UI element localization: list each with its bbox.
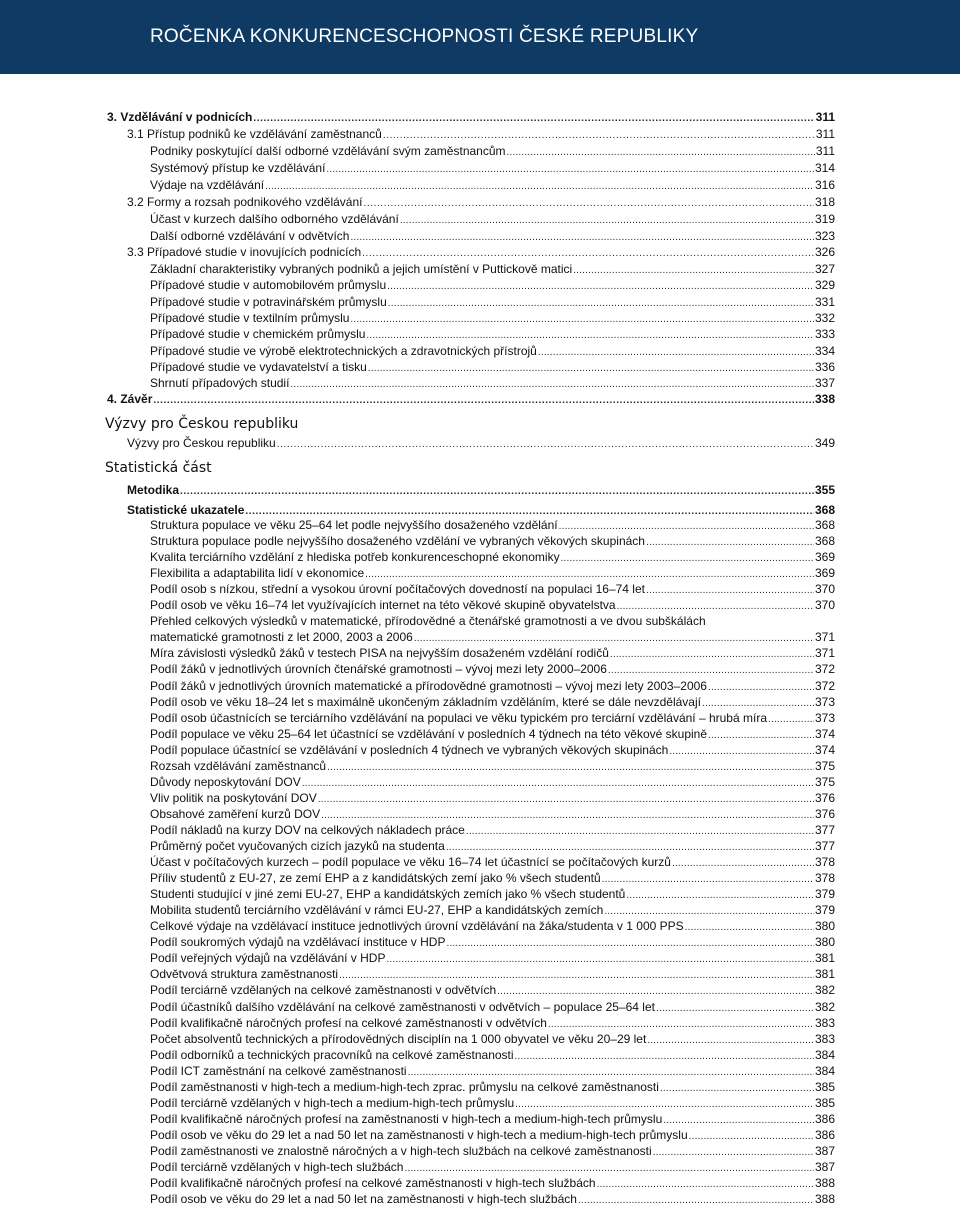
toc-entry-title: Podíl terciárně vzdělaných v high-tech a medium-high-tech průmyslu <box>150 1095 515 1110</box>
toc-entry-title: Příliv studentů z EU-27, ze zemí EHP a z kandidátských zemí jako % všech studentů <box>150 871 601 886</box>
toc-entry-title: Podíl populace ve věku 25–64 let účastnící se vzdělávání v posledních 4 týdnech na této věkové skupině <box>150 726 708 741</box>
indicator-entry[interactable] <box>150 887 835 903</box>
toc-entry-page: 333 <box>814 327 835 342</box>
toc-entry-title: 3.2 Formy a rozsah podnikového vzdělávání <box>127 195 363 209</box>
toc-entry-title: Případové studie v potravinářském průmyslu <box>150 294 387 309</box>
indicator-entry[interactable] <box>150 951 835 967</box>
toc-entry-page: 387 <box>814 1160 835 1174</box>
toc-entry-title: Flexibilita a adaptabilita lidí v ekonomice <box>150 566 365 581</box>
toc-entry-title: Výdaje na vzdělávání <box>150 178 265 192</box>
toc-entry-page: 319 <box>814 212 835 226</box>
toc-entry-title: Podíl terciárně vzdělaných v high-tech službách <box>150 1160 404 1174</box>
indicator-entry[interactable] <box>150 1064 835 1080</box>
toc-entry-page: 374 <box>814 726 835 741</box>
leader-dots <box>350 312 814 327</box>
toc-subentry[interactable] <box>150 327 835 343</box>
toc-entry-metodika[interactable] <box>127 483 835 499</box>
leader-dots <box>647 1033 814 1048</box>
toc-entry-page: 381 <box>814 951 835 966</box>
toc-entry-title: Kvalita terciárního vzdělání z hlediska potřeb konkurenceschopné ekonomiky <box>150 550 560 565</box>
toc-subentry[interactable] <box>150 144 835 160</box>
toc-entry-chapter-4[interactable] <box>107 392 835 408</box>
leader-dots <box>388 296 814 311</box>
indicator-entry[interactable] <box>150 1080 835 1096</box>
leader-dots <box>708 728 814 743</box>
leader-dots <box>446 936 814 951</box>
indicator-entry[interactable] <box>150 550 835 566</box>
leader-dots <box>660 1081 814 1096</box>
toc-subentry[interactable] <box>150 262 835 278</box>
toc-entry-title: Podíl veřejných výdajů na vzdělávání v HDP <box>150 951 386 966</box>
toc-entry-title: Obsahové zaměření kurzů DOV <box>150 806 321 821</box>
leader-dots <box>669 744 814 759</box>
toc-entry-page: 386 <box>814 1127 835 1142</box>
indicator-entry[interactable] <box>150 1192 835 1208</box>
toc-entry-page: 372 <box>814 662 835 677</box>
toc-subentry[interactable] <box>150 161 835 177</box>
toc-entry-title: Podíl osob ve věku do 29 let a nad 50 let na zaměstnanosti v high-tech a medium-high-tech průmyslu <box>150 1127 688 1142</box>
toc-subentry[interactable] <box>150 376 835 392</box>
leader-dots <box>383 128 815 143</box>
toc-entry-title: Podíl kvalifikačně náročných profesí na celkové zaměstnanosti v odvětvích <box>150 1015 547 1030</box>
indicator-entry[interactable] <box>150 1000 835 1016</box>
toc-entry-page: 382 <box>814 983 835 998</box>
toc-entry-title: Vliv politik na poskytování DOV <box>150 790 317 805</box>
toc-entry-page: 379 <box>814 887 835 902</box>
toc-entry-title: Mobilita studentů terciárního vzdělávání v rámci EU-27, EHP a kandidátských zemích <box>150 903 604 918</box>
toc-entry-title: Odvětvová struktura zaměstnanosti <box>150 967 339 982</box>
indicator-entry[interactable] <box>150 839 835 855</box>
leader-dots <box>548 1017 814 1032</box>
toc-entry-page: 384 <box>814 1063 835 1078</box>
leader-dots <box>561 551 814 566</box>
toc-entry-title: Další odborné vzdělávání v odvětvích <box>150 229 350 243</box>
leader-dots <box>597 1177 814 1192</box>
leader-dots <box>366 328 814 343</box>
toc-entry-page: 374 <box>814 742 835 757</box>
toc-entry-page: 386 <box>814 1111 835 1126</box>
leader-dots <box>362 246 814 261</box>
leader-dots <box>327 760 814 775</box>
toc-entry-page: 379 <box>814 903 835 918</box>
leader-dots <box>702 696 814 711</box>
toc-entry-page: 385 <box>814 1095 835 1110</box>
toc-entry-title: Podíl osob ve věku do 29 let a nad 50 let na zaměstnanosti v high-tech službách <box>150 1192 577 1207</box>
toc-entry-page: 375 <box>814 758 835 773</box>
toc-entry-title: Podíl účastníků dalšího vzdělávání na celkové zaměstnanosti v odvětvích – populace 25–64 let <box>150 999 655 1014</box>
toc-entry-title: Podíl žáků v jednotlivých úrovních čtenářské gramotnosti – vývoj mezi lety 2000–2006 <box>150 662 607 677</box>
indicator-entry[interactable] <box>150 711 835 727</box>
toc-entry-page: 376 <box>814 790 835 805</box>
toc-entry-title: Podíl populace účastnící se vzdělávání v posledních 4 týdnech ve vybraných věkových skupinách <box>150 742 669 757</box>
leader-dots <box>180 484 814 499</box>
leader-dots <box>685 920 814 935</box>
toc-entry-title: Průměrný počet vyučovaných cizích jazyků na studenta <box>150 839 445 853</box>
leader-dots <box>689 1129 814 1144</box>
leader-dots <box>153 393 814 408</box>
indicator-entry[interactable] <box>150 534 835 550</box>
indicator-entry[interactable] <box>150 646 835 662</box>
toc-entry-page: 349 <box>814 436 835 450</box>
toc-entry-title: Podíl terciárně vzdělaných na celkové zaměstnanosti v odvětvích <box>150 983 497 998</box>
leader-dots <box>290 377 814 392</box>
toc-entry-title: Případové studie v textilním průmyslu <box>150 310 350 325</box>
toc-entry-page: 383 <box>814 1031 835 1046</box>
leader-dots <box>302 776 814 791</box>
toc-entry-title: Případové studie v automobilovém průmyslu <box>150 278 387 293</box>
toc-entry-page: 380 <box>814 935 835 950</box>
toc-entry-title: Podíl osob s nízkou, střední a vysokou úrovní počítačových dovedností na populaci 16–74 let <box>150 582 645 597</box>
leader-dots <box>466 824 814 839</box>
indicator-entry[interactable] <box>150 1144 835 1160</box>
toc-entry-title: Metodika <box>127 483 180 497</box>
toc-entry-page: 369 <box>814 566 835 581</box>
leader-dots <box>265 179 814 194</box>
toc-entry-title: Podíl odborníků a technických pracovníků na celkové zaměstnanosti <box>150 1047 514 1062</box>
toc-entry-title: Podniky poskytující další odborné vzdělávání svým zaměstnancům <box>150 144 506 158</box>
toc-entry-section-3-3[interactable] <box>127 245 835 261</box>
indicator-entry[interactable] <box>150 871 835 887</box>
page-title: ROČENKA KONKURENCESCHOPNOSTI ČESKÉ REPUBLIKY <box>150 26 699 47</box>
toc-entry-title: 4. Závěr <box>107 392 153 406</box>
indicator-entry[interactable] <box>150 743 835 759</box>
toc-entry-page: 375 <box>814 774 835 789</box>
indicator-entry[interactable] <box>150 935 835 951</box>
indicator-entry[interactable] <box>150 759 835 775</box>
indicator-entry[interactable] <box>150 919 835 935</box>
toc-entry-section-3-2[interactable] <box>127 195 835 211</box>
leader-dots <box>318 792 814 807</box>
toc-entry-title: Statistické ukazatele <box>127 503 245 517</box>
toc-entry-title: Podíl soukromých výdajů na vzdělávací instituce v HDP <box>150 935 446 950</box>
toc-entry-page: 370 <box>814 582 835 597</box>
leader-dots <box>253 111 814 126</box>
toc-entry-page: 377 <box>814 822 835 837</box>
leader-dots <box>602 872 814 887</box>
indicator-entry[interactable] <box>150 1176 835 1192</box>
toc-entry-title: Výzvy pro Českou republiku <box>127 436 276 450</box>
indicator-entry[interactable] <box>150 630 835 646</box>
leader-dots <box>538 345 814 360</box>
toc-entry-page: 371 <box>814 630 835 645</box>
leader-dots <box>507 145 815 160</box>
toc-entry-page: 314 <box>814 161 835 175</box>
leader-dots <box>326 162 814 177</box>
leader-dots <box>368 361 814 376</box>
toc-entry-title: 3.3 Případové studie v inovujících podnicích <box>127 245 362 259</box>
toc-entry-page: 380 <box>814 919 835 934</box>
leader-dots <box>387 279 814 294</box>
toc-subentry[interactable] <box>150 212 835 228</box>
toc-entry-title: Struktura populace ve věku 25–64 let podle nejvyššího dosaženého vzdělání <box>150 518 558 532</box>
leader-dots <box>672 856 814 871</box>
toc-entry-title: Celkové výdaje na vzdělávací instituce jednotlivých úrovní vzdělávání na žáka/studenta v 1 000 PPS <box>150 919 684 934</box>
toc-entry-page: 376 <box>814 806 835 821</box>
toc-entry-page: 323 <box>814 229 835 243</box>
toc-entry-title: matematické gramotnosti z let 2000, 2003 a 2006 <box>150 630 413 645</box>
toc-entry-page: 387 <box>814 1143 835 1158</box>
toc-entry-title: Počet absolventů technických a přírodovědných disciplín na 1 000 obyvatel ve věku 20–29 let <box>150 1031 647 1046</box>
indicator-entry[interactable] <box>150 695 835 711</box>
toc-entry-page: 337 <box>814 376 835 391</box>
toc-entry-page: 382 <box>814 999 835 1014</box>
toc-entry-page: 368 <box>814 534 835 549</box>
toc-entry-title: Případové studie ve vydavatelství a tisku <box>150 359 367 374</box>
indicator-entry[interactable] <box>150 1112 835 1128</box>
leader-dots <box>363 196 814 211</box>
toc-entry-page: 370 <box>814 598 835 613</box>
toc-entry-statisticke-ukazatele[interactable] <box>127 503 835 519</box>
indicator-entry[interactable] <box>150 823 835 839</box>
indicator-entry[interactable] <box>150 582 835 598</box>
indicator-entry-title-line: Přehled celkových výsledků v matematické, přírodovědné a čtenářské gramotnosti a ve dvou subškálách <box>150 614 706 629</box>
toc-entry-title: Případové studie v chemickém průmyslu <box>150 327 366 342</box>
toc-entry-title: Důvody neposkytování DOV <box>150 774 301 789</box>
toc-entry-page: 336 <box>814 359 835 374</box>
toc-entry-title: Podíl kvalifikačně náročných profesí na zaměstnanosti v high-tech a medium-high-tech průmyslu <box>150 1111 663 1126</box>
indicator-entry[interactable] <box>150 807 835 823</box>
toc-entry-title: Rozsah vzdělávání zaměstnanců <box>150 758 327 773</box>
toc-entry-title: Podíl žáků v jednotlivých úrovních matematické a přírodovědné gramotnosti – vývoj mezi lety 2003–2006 <box>150 678 707 693</box>
toc-subentry[interactable] <box>150 278 835 294</box>
toc-entry-chapter-3[interactable] <box>107 110 835 126</box>
toc-entry-page: 377 <box>814 839 835 853</box>
toc-entry-title: Podíl osob ve věku 18–24 let s maximálně ukončeným základním vzděláním, které se dále nevzdělávají <box>150 694 701 709</box>
toc-entry-page: 368 <box>814 503 835 517</box>
leader-dots <box>350 230 814 245</box>
leader-dots <box>653 1145 814 1160</box>
section-heading-statisticka-cast: Statistická část <box>105 460 212 476</box>
toc-subentry[interactable] <box>150 344 835 360</box>
toc-entry-page: 338 <box>814 392 835 406</box>
toc-entry-page: 369 <box>814 550 835 565</box>
toc-entry-title: 3.1 Přístup podniků ke vzdělávání zaměstnanců <box>127 127 382 141</box>
indicator-entry[interactable] <box>150 775 835 791</box>
toc-entry-page: 311 <box>815 110 835 124</box>
leader-dots <box>573 263 814 278</box>
toc-entry-title: Podíl osob ve věku 16–74 let využívajících internet na této věkové skupině obyvatelstva <box>150 598 616 613</box>
indicator-entry[interactable] <box>150 1096 835 1112</box>
indicator-entry[interactable] <box>150 518 835 534</box>
leader-dots <box>559 519 814 534</box>
toc-entry-page: 378 <box>814 855 835 870</box>
toc-entry-page: 372 <box>814 678 835 693</box>
leader-dots <box>663 1113 814 1128</box>
toc-entry-page: 378 <box>814 871 835 886</box>
leader-dots <box>497 984 814 999</box>
toc-entry-page: 332 <box>814 310 835 325</box>
toc-entry-page: 311 <box>815 144 835 158</box>
leader-dots <box>515 1097 814 1112</box>
toc-entry-page: 384 <box>814 1047 835 1062</box>
toc-subentry[interactable] <box>150 360 835 376</box>
indicator-entry[interactable] <box>150 679 835 695</box>
toc-entry-page: 385 <box>814 1079 835 1094</box>
leader-dots <box>277 437 814 452</box>
leader-dots <box>608 663 814 678</box>
leader-dots <box>646 583 814 598</box>
toc-entry-title: Míra závislosti výsledků žáků v testech PISA na nejvyšším dosaženém vzdělání rodičů <box>150 646 609 661</box>
toc-entry-title: 3. Vzdělávání v podnicích <box>107 110 253 124</box>
toc-entry-page: 373 <box>814 694 835 709</box>
leader-dots <box>626 888 814 903</box>
toc-entry-title: Základní charakteristiky vybraných podniků a jejich umístění v Puttickově matici <box>150 262 573 276</box>
toc-entry-page: 318 <box>814 195 835 209</box>
indicator-entry[interactable] <box>150 1128 835 1144</box>
toc-subentry[interactable] <box>150 229 835 245</box>
toc-entry-title: Podíl ICT zaměstnání na celkové zaměstnanosti <box>150 1063 407 1078</box>
leader-dots <box>578 1193 814 1208</box>
toc-subentry[interactable] <box>150 178 835 194</box>
leader-dots <box>646 535 814 550</box>
leader-dots <box>768 712 814 727</box>
toc-entry-page: 334 <box>814 343 835 358</box>
indicator-entry[interactable] <box>150 1048 835 1064</box>
leader-dots <box>515 1049 814 1064</box>
leader-dots <box>610 647 814 662</box>
leader-dots <box>400 213 814 228</box>
indicator-entry[interactable] <box>150 855 835 871</box>
leader-dots <box>404 1161 813 1176</box>
leader-dots <box>617 599 814 614</box>
indicator-entry[interactable] <box>150 983 835 999</box>
leader-dots <box>339 968 814 983</box>
indicator-entry[interactable] <box>150 967 835 983</box>
indicator-entry[interactable] <box>150 1160 835 1176</box>
toc-entry-page: 331 <box>814 294 835 309</box>
toc-entry-page: 388 <box>814 1192 835 1207</box>
toc-entry-title: Podíl osob účastnících se terciárního vzdělávání na populaci ve věku typickém pro terciární vzdělávání – hrubá míra <box>150 710 767 725</box>
toc-entry-page: 388 <box>814 1176 835 1191</box>
toc-subentry[interactable] <box>150 295 835 311</box>
toc-entry-page: 381 <box>814 967 835 982</box>
section-heading-vyzvy: Výzvy pro Českou republiku <box>105 416 299 432</box>
toc-entry-page: 383 <box>814 1015 835 1030</box>
indicator-entry[interactable] <box>150 1032 835 1048</box>
indicator-entry[interactable] <box>150 791 835 807</box>
indicator-entry[interactable] <box>150 566 835 582</box>
leader-dots <box>414 631 814 646</box>
leader-dots <box>245 504 814 519</box>
toc-entry-title: Shrnutí případových studií <box>150 376 290 391</box>
toc-entry-page: 326 <box>814 245 835 259</box>
indicator-entry[interactable] <box>150 727 835 743</box>
leader-dots <box>365 567 814 582</box>
toc-entry-title: Systémový přístup ke vzdělávání <box>150 161 326 175</box>
indicator-entry[interactable] <box>150 903 835 919</box>
toc-entry-page: 327 <box>814 262 835 276</box>
leader-dots <box>708 680 814 695</box>
toc-entry-title: Případové studie ve výrobě elektrotechnických a zdravotnických přístrojů <box>150 343 537 358</box>
toc-entry-page: 373 <box>814 710 835 725</box>
toc-entry-title: Struktura populace podle nejvyššího dosaženého vzdělání ve vybraných věkových skupinách <box>150 534 645 549</box>
leader-dots <box>408 1065 814 1080</box>
toc-entry-page: 316 <box>814 178 835 192</box>
leader-dots <box>321 808 814 823</box>
toc-subentry[interactable] <box>150 311 835 327</box>
indicator-entry[interactable] <box>150 1016 835 1032</box>
toc-entry-page: 355 <box>814 483 835 497</box>
toc-entry-title: Podíl zaměstnanosti ve znalostně náročných a v high-tech službách na celkové zaměstnanosti <box>150 1143 652 1158</box>
toc-entry-title: Účast v kurzech dalšího odborného vzdělávání <box>150 212 399 226</box>
toc-entry-page: 311 <box>815 127 835 141</box>
leader-dots <box>604 904 814 919</box>
toc-entry-title: Podíl zaměstnanosti v high-tech a medium-high-tech zprac. průmyslu na celkové zaměstnanosti <box>150 1079 659 1094</box>
toc-entry-page: 329 <box>814 278 835 293</box>
toc-entry-section-3-1[interactable] <box>127 127 835 143</box>
toc-entry-title: Podíl kvalifikačně náročných profesí na celkové zaměstnanosti v high-tech službách <box>150 1176 596 1191</box>
toc-entry-page: 371 <box>814 646 835 661</box>
toc-entry-title: Studenti studující v jiné zemi EU-27, EHP a kandidátských zemích jako % všech studentů <box>150 887 626 902</box>
toc-entry-page: 368 <box>814 518 835 532</box>
indicator-entry[interactable] <box>150 598 835 614</box>
toc-entry-title: Podíl nákladů na kurzy DOV na celkových nákladech práce <box>150 822 465 837</box>
toc-entry-title: Účast v počítačových kurzech – podíl populace ve věku 16–74 let účastnící se počítačových kurzů <box>150 855 671 870</box>
indicator-entry[interactable] <box>150 662 835 678</box>
leader-dots <box>446 840 814 855</box>
leader-dots <box>386 952 814 967</box>
leader-dots <box>656 1001 814 1016</box>
toc-entry-vyzvy[interactable] <box>127 436 835 452</box>
